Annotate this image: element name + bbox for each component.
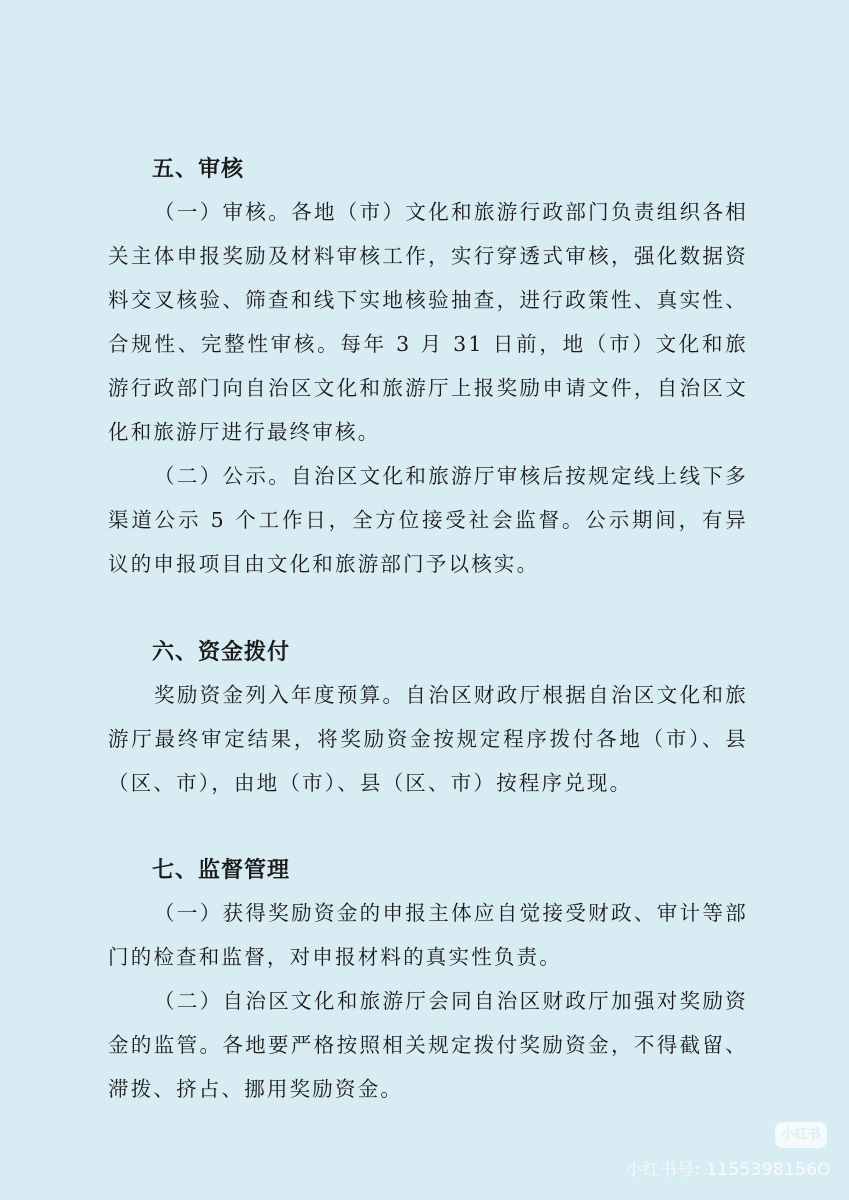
paragraph-review-2: （二）公示。自治区文化和旅游厅审核后按规定线上线下多渠道公示 5 个工作日，全方位接受社会监督。公示期间，有异议的申报项目由文化和旅游部门予以核实。 [108,464,748,576]
watermark-logo-text: 小红书 [781,1127,821,1142]
section-heading-supervision: 七、监督管理 [152,858,291,883]
section-heading-review: 五、审核 [152,157,245,182]
paragraph-supervision-1: （一）获得奖励资金的申报主体应自觉接受财政、审计等部门的检查和监督，对申报材料的真实性负责。 [108,901,748,969]
paragraph-funding-1: 奖励资金列入年度预算。自治区财政厅根据自治区文化和旅游厅最终审定结果，将奖励资金按规定程序拨付各地（市）、县（区、市），由地（市）、县（区、市）按程序兑现。 [108,683,748,795]
section-spacer [108,586,748,633]
section-heading-funding: 六、资金拨付 [152,640,291,665]
watermark-id: 小红书号: 1155398156O [625,1160,831,1180]
section-spacer [108,805,748,851]
paragraph-supervision-2: （二）自治区文化和旅游厅会同自治区财政厅加强对奖励资金的监管。各地要严格按照相关规定拨付奖励资金，不得截留、滞拨、挤占、挪用奖励资金。 [108,989,748,1101]
paragraph-review-1: （一）审核。各地（市）文化和旅游行政部门负责组织各相关主体申报奖励及材料审核工作，实行穿透式审核，强化数据资料交叉核验、筛查和线下实地核验抽查，进行政策性、真实性、合规性、完整性审核。每年 3 月 31 日前，地（市）文化和旅游行政部门向自治区文化和旅游厅上报奖励申请文件，自治区文化和旅游厅进行最终审核。 [108,200,748,444]
document-page [108,150,748,1111]
watermark-logo [775,1122,827,1148]
